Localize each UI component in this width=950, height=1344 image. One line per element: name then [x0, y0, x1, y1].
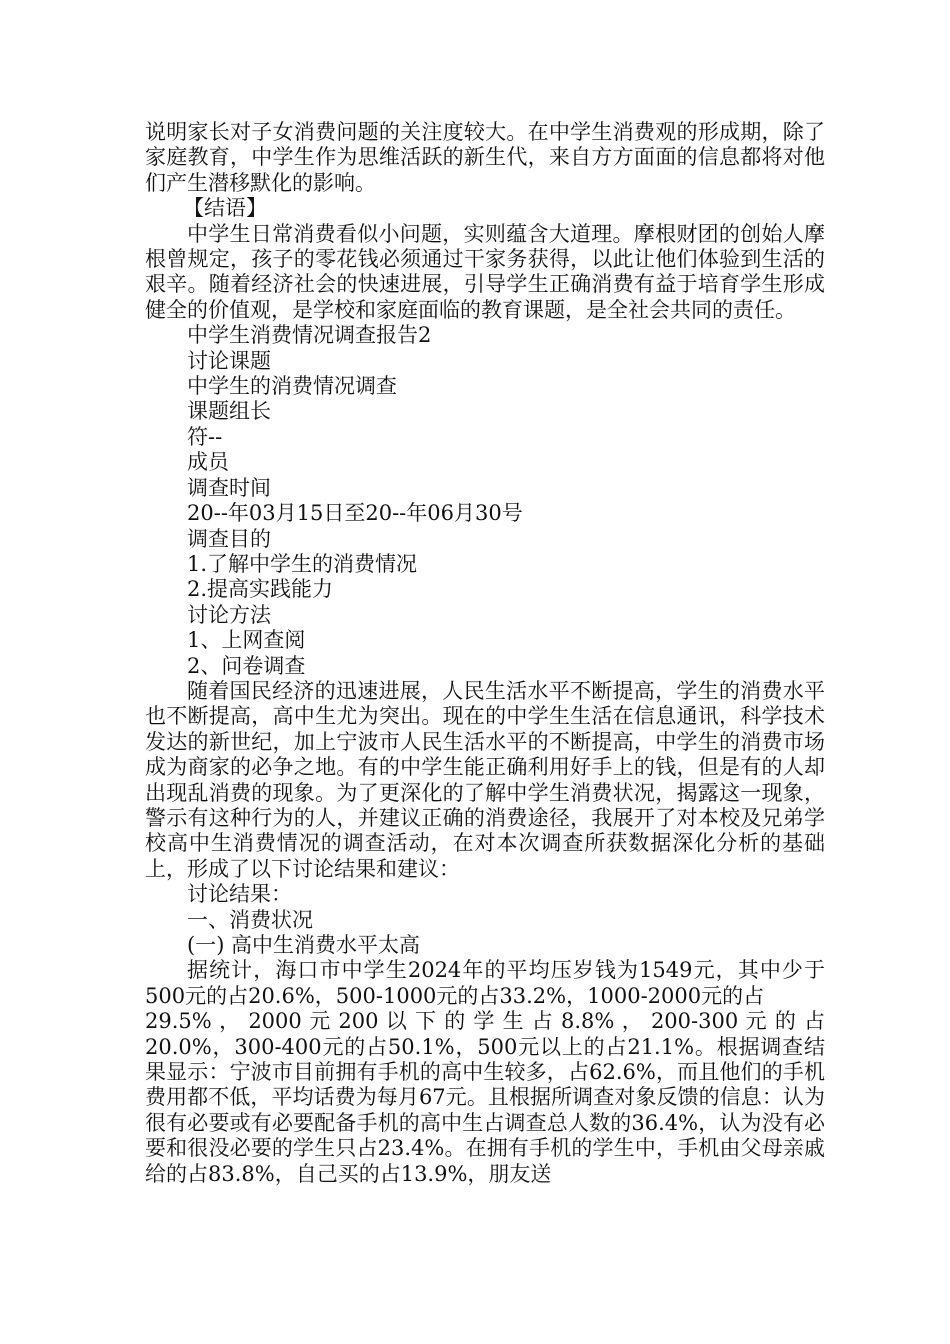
background-paragraph: 随着国民经济的迅速进展，人民生活水平不断提高，学生的消费水平也不断提高，高中生尤为突出。现在的中学生生活在信息通讯，科学技术发达的新世纪，加上宁波市人民生活水平的不断提高，中学生的消费市场成为商家的必争之地。有的中学生能正确利用好手上的钱，但是有的人却出现乱消费的现象。为了更深化的了解中学生消费状况，揭露这一现象，警示有这种行为的人，并建议正确的消费途径，我展开了对本校及兄弟学校高中生消费情况的调查活动，在对本次调查所获数据深化分析的基础上，形成了以下讨论结果和建议：	[145, 678, 825, 881]
topic-value: 中学生的消费情况调查	[187, 374, 397, 399]
section-1-heading: 一、消费状况	[187, 907, 313, 932]
subsection-1-heading: (一) 高中生消费水平太高	[187, 933, 421, 957]
method-item-2: 2、问卷调查	[187, 653, 306, 678]
label-leader: 课题组长	[187, 399, 271, 424]
label-time: 调查时间	[187, 475, 271, 500]
report-title: 中学生消费情况调查报告2	[187, 323, 432, 348]
data-paragraph-part1: 据统计，海口市中学生2024年的平均压岁钱为1549元，其中少于500元的占20.6%，500-1000元的占33.2%，1000-2000元的占	[145, 958, 825, 1008]
purpose-item-2: 2.提高实践能力	[187, 577, 334, 602]
time-value: 20--年03月15日至20--年06月30号	[187, 501, 523, 526]
method-item-1: 1、上网查阅	[187, 628, 306, 653]
data-paragraph-part2: 20.0%，300-400元的占50.1%，500元以上的占21.1%。根据调查结果显示：宁波市目前拥有手机的高中生较多，占62.6%，而且他们的手机费用都不低，平均话费为每月67元。且根据所调查对象反馈的信息：认为很有必要或有必要配备手机的高中生占调查总人数的36.4%，认为没有必要和很没必要的学生只占23.4%。在拥有手机的学生中，手机由父母亲戚给的占83.8%，自己买的占13.9%，朋友送	[145, 1034, 825, 1186]
intro-paragraph: 说明家长对子女消费问题的关注度较大。在中学生消费观的形成期，除了家庭教育，中学生作为思维活跃的新生代，来自方方面面的信息都将对他们产生潜移默化的影响。	[145, 120, 825, 195]
label-members: 成员	[187, 450, 229, 475]
data-paragraph-spaced-line: 29.5% ， 2000 元 200 以 下 的 学 生 占 8.8% ， 200-300 元 的 占	[145, 1009, 825, 1034]
results-heading: 讨论结果：	[187, 882, 292, 907]
conclusion-heading: 【结语】	[183, 196, 267, 221]
conclusion-paragraph: 中学生日常消费看似小问题，实则蕴含大道理。摩根财团的创始人摩根曾规定，孩子的零花钱必须通过干家务获得，以此让他们体验到生活的艰辛。随着经济社会的快速进展，引导学生正确消费有益于培育学生形成健全的价值观，是学校和家庭面临的教育课题，是全社会共同的责任。	[145, 221, 825, 322]
label-method: 讨论方法	[187, 602, 271, 627]
label-topic: 讨论课题	[187, 348, 271, 373]
leader-value: 符--	[187, 424, 223, 449]
purpose-item-1: 1.了解中学生的消费情况	[187, 551, 418, 576]
document-page	[145, 120, 825, 1187]
label-purpose: 调查目的	[187, 526, 271, 551]
